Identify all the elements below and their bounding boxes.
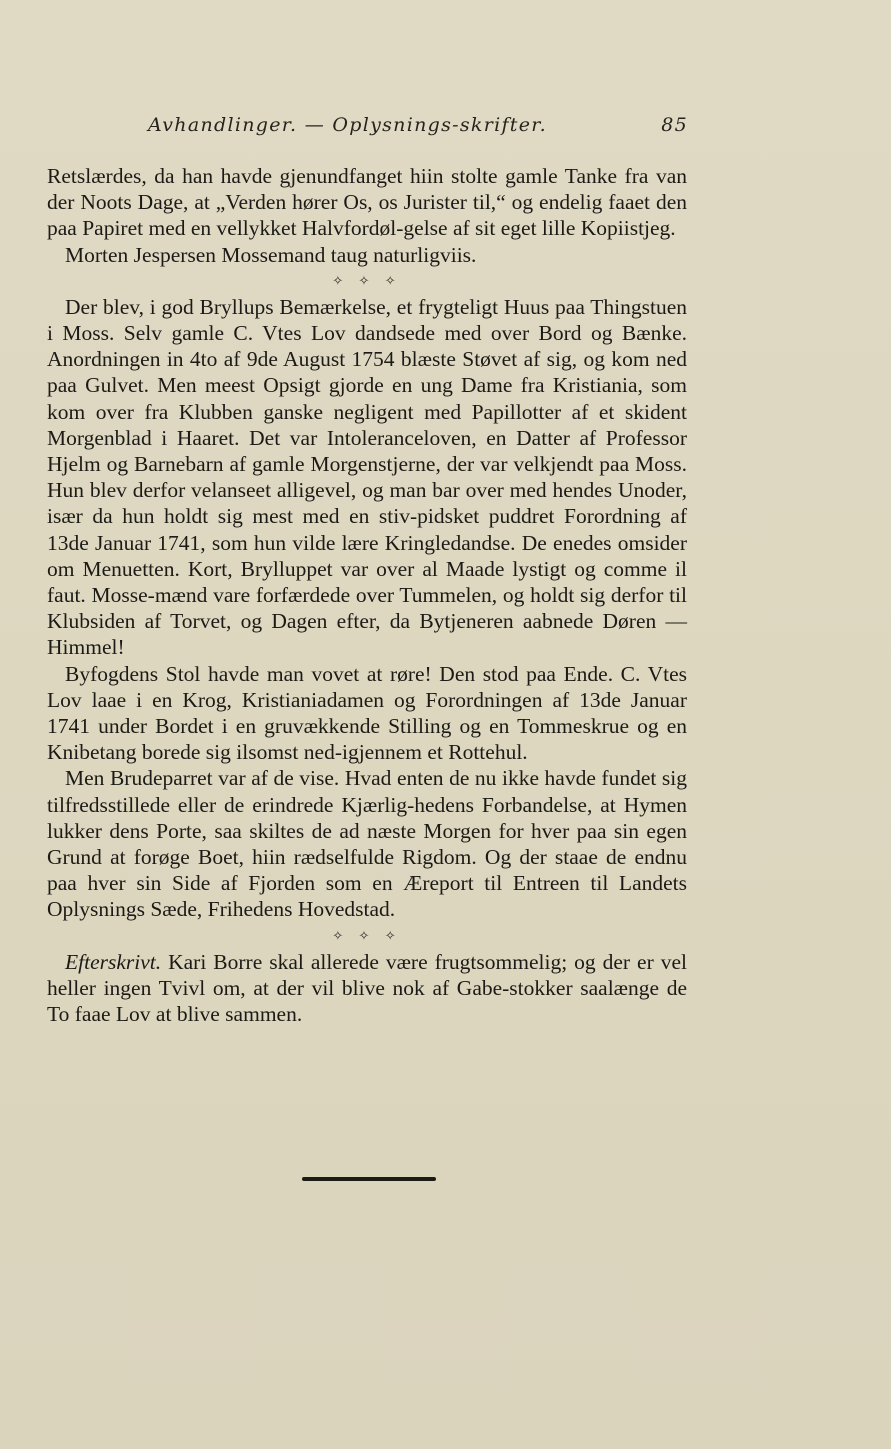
body-text xyxy=(47,163,687,1027)
page-number: 85 xyxy=(661,114,688,136)
running-title: Avhandlinger. — Oplysnings-skrifter. xyxy=(148,114,547,136)
paragraph-morten: Morten Jespersen Mossemand taug naturligviis. xyxy=(65,242,477,267)
paragraph-postscript xyxy=(47,949,687,1028)
paragraph-wedding: Der blev, i god Bryllups Bemærkelse, et frygteligt Huus paa Thingstuen i Moss. Selv gamle C. Vtes Lov dandsede med over Bord og Bænke. Anordningen in 4to af 9de August 1754 blæste Støvet af sig, og kom ned paa Gulvet. Men meest Opsigt gjorde en ung Dame fra Kristiania, som kom over fra Klubben ganske negligent med Papillotter af et skident Morgenblad i Haaret. Det var Intoleranceloven, en Datter af Professor Hjelm og Barnebarn af gamle Morgenstjerne, der var velkjendt paa Moss. Hun blev derfor velanseet alligevel, og man bar over med hendes Unoder, især da hun holdt sig mest med en stiv-pidsket puddret Forordning af 13de Januar 1741, som hun vilde lære Kringledandse. De enedes omsider om Menuetten. Kort, Brylluppet var over al Maade lystigt og comme il faut. Mosse-mænd vare forfærdede over Tummelen, og holdt sig derfor til Klubsiden af Torvet, og Dagen efter, da Bytjeneren aabnede Døren — Himmel! xyxy=(47,294,687,660)
end-rule xyxy=(302,1177,436,1181)
paragraph-continuation: Retslærdes, da han havde gjenundfanget hiin stolte gamle Tanke fra van der Noots Dage, at „Verden hører Os, os Jurister til,“ og endelig faaet den paa Papiret med en vellykket Halvfordøl-gelse af sit eget lille Kopiistjeg. xyxy=(47,164,687,241)
postscript-text: Kari Borre skal allerede være frugtsommelig; og der er vel heller ingen Tvivl om, at der vil blive nok af Gabe-stokker saalænge de To faae Lov at blive sammen. xyxy=(47,949,687,1027)
paragraph-byfogdens-stol: Byfogdens Stol havde man vovet at røre! Den stod paa Ende. C. Vtes Lov laae i en Krog, Kristianiadamen og Forordningen af 13de Januar 1741 under Bordet i en gruvækkende Stilling og en Tommeskrue og en Knibetang borede sig ilsomst ned-igjennem et Rottehul. xyxy=(47,661,687,765)
section-separator: ✧ ✧ ✧ xyxy=(332,927,402,943)
paragraph-brudeparret: Men Brudeparret var af de vise. Hvad enten de nu ikke havde fundet sig tilfredsstillede eller de erindrede Kjærlig-hedens Forbandelse, at Hymen lukker dens Porte, saa skiltes de ad næste Morgen for hver paa sin egen Grund at forøge Boet, hiin rædselfulde Rigdom. Og der staae de endnu paa hver sin Side af Fjorden som en Æreport til Entreen til Landets Oplysnings Sæde, Frihedens Hovedstad. xyxy=(47,766,687,922)
running-header xyxy=(148,114,688,148)
postscript-label: Efterskrivt. xyxy=(65,949,162,974)
section-separator: ✧ ✧ ✧ xyxy=(332,272,402,288)
